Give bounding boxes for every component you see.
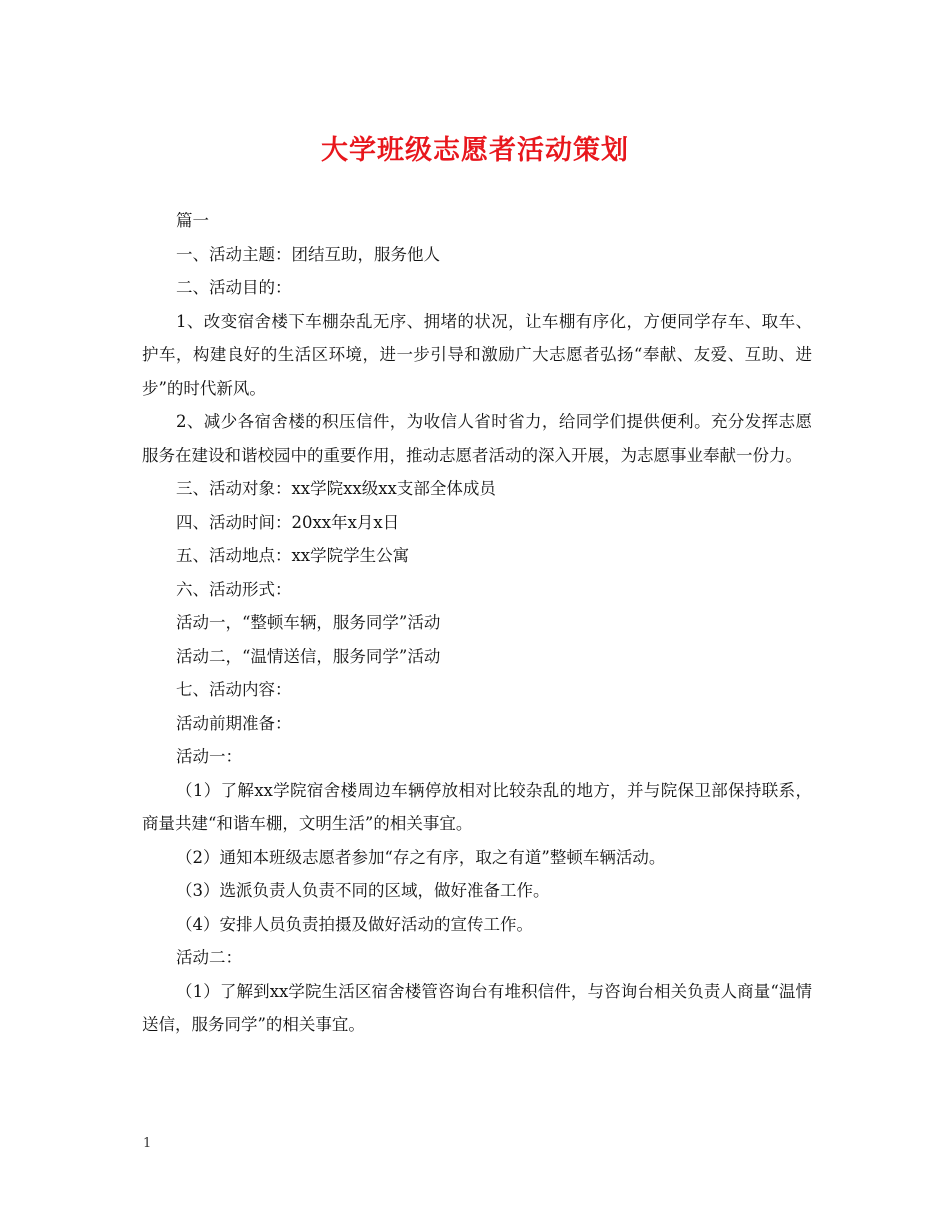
paragraph-activity-one-step-1: （1）了解xx学院宿舍楼周边车辆停放相对比较杂乱的地方，并与院保卫部保持联系，商量共建“和谐车棚，文明生活”的相关事宜。 [142, 780, 812, 833]
document-body [142, 204, 812, 1042]
paragraph-preparation: 活动前期准备： [176, 713, 292, 733]
paragraph-purpose-1: 1、改变宿舍楼下车棚杂乱无序、拥堵的状况，让车棚有序化，方便同学存车、取车、护车，构建良好的生活区环境，进一步引导和激励广大志愿者弘扬“奉献、友爱、互助、进步”的时代新风。 [142, 311, 812, 398]
paragraph-activity-one-label: 活动一： [176, 747, 242, 766]
document-title: 大学班级志愿者活动策划 [321, 135, 629, 166]
page-number: 1 [143, 1136, 152, 1151]
paragraph-activity-two-step-1: （1）了解到xx学院生活区宿舍楼管咨询台有堆积信件，与咨询台相关负责人商量“温情送信，服务同学”的相关事宜。 [142, 981, 812, 1034]
paragraph-time: 四、活动时间：20xx年x月x日 [176, 512, 400, 532]
paragraph-activity-one-step-4: （4）安排人员负责拍摄及做好活动的宣传工作。 [176, 914, 533, 934]
paragraph-activity-one: 活动一，“整顿车辆，服务同学”活动 [176, 613, 441, 632]
paragraph-purpose-2: 2、减少各宿舍楼的积压信件，为收信人省时省力，给同学们提供便利。充分发挥志愿服务在建设和谐校园中的重要作用，推动志愿者活动的深入开展，为志愿事业奉献一份力。 [142, 412, 812, 465]
paragraph-target: 三、活动对象：xx学院xx级xx支部全体成员 [176, 479, 496, 498]
paragraph-activity-two: 活动二，“温情送信，服务同学”活动 [176, 646, 441, 666]
paragraph-activity-one-step-2: （2）通知本班级志愿者参加“存之有序，取之有道”整顿车辆活动。 [176, 847, 666, 867]
paragraph-location: 五、活动地点：xx学院学生公寓 [176, 546, 410, 565]
paragraph-theme: 一、活动主题：团结互助，服务他人 [176, 244, 440, 264]
paragraph-section-label: 篇一 [176, 211, 209, 230]
paragraph-form-heading: 六、活动形式： [176, 579, 292, 599]
paragraph-activity-two-label: 活动二： [176, 948, 242, 967]
paragraph-activity-one-step-3: （3）选派负责人负责不同的区域，做好准备工作。 [176, 881, 550, 900]
paragraph-content-heading: 七、活动内容： [176, 680, 292, 699]
paragraph-purpose-heading: 二、活动目的： [176, 278, 292, 297]
